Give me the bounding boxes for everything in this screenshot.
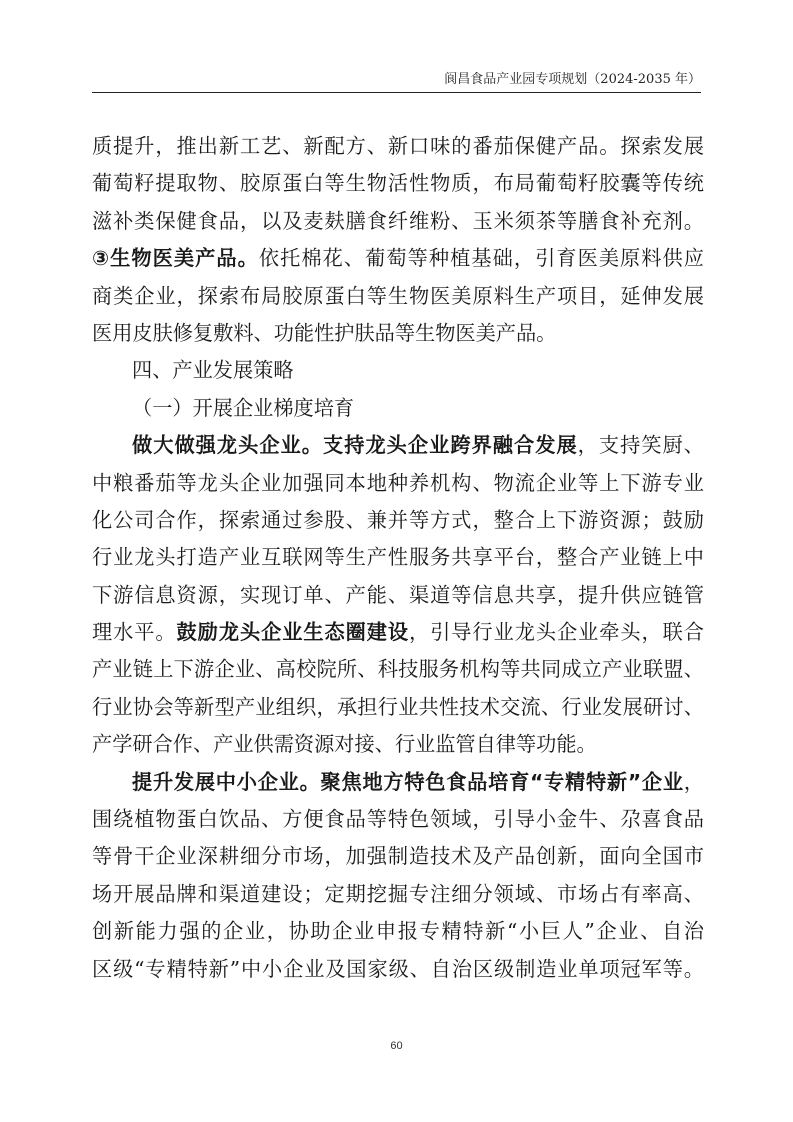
- text-line: 质提升，推出新工艺、新配方、新口味的番茄保健产品。探索发展: [92, 134, 704, 158]
- text-line: 中粮番茄等龙头企业加强同本地种养机构、物流企业等上下游专业: [92, 470, 704, 495]
- page-footer: [0, 1040, 793, 1052]
- text-line: 等骨干企业深耕细分市场，加强制造技术及产品创新，面向全国市: [92, 844, 704, 869]
- text-line: [92, 427, 704, 464]
- text-line: 行业龙头打造产业互联网等生产性服务共享平台，整合产业链上中: [92, 545, 704, 570]
- text-line: [92, 614, 704, 651]
- text-span: 理水平。: [92, 620, 177, 645]
- page-body: [92, 128, 704, 988]
- running-header: [92, 70, 701, 93]
- paragraph-health-products: [92, 128, 704, 352]
- bold-term: 支持龙头企业跨界融合发展: [323, 433, 578, 458]
- bold-term: 做大做强龙头企业。: [132, 433, 323, 458]
- text-span: ，引导行业龙头企业牵头，联合: [409, 620, 704, 645]
- text-line: 围绕植物蛋白饮品、方便食品等特色领域，引导小金牛、尕喜食品: [92, 807, 704, 832]
- text-span: ，: [683, 769, 704, 794]
- text-line: 区级“专精特新”中小企业及国家级、自治区级制造业单项冠军等。: [92, 956, 704, 981]
- text-line: 下游信息资源，实现订单、产能、渠道等信息共享，提升供应链管: [92, 582, 704, 607]
- text-line: 化公司合作，探索通过参股、兼并等方式，整合上下游资源；鼓励: [92, 507, 704, 532]
- bold-term: 聚焦地方特色食品培育“专精特新”企业: [320, 769, 684, 794]
- text-line: 葡萄籽提取物、胶原蛋白等生物活性物质，布局葡萄籽胶囊等传统: [92, 171, 704, 196]
- text-line: 商类企业，探索布局胶原蛋白等生物医美原料生产项目，延伸发展: [92, 283, 704, 308]
- bold-term: 提升发展中小企业。: [132, 769, 321, 794]
- subsection-heading: （一）开展企业梯度培育: [132, 395, 355, 420]
- text-line: 产学研合作、产业供需资源对接、行业监管自律等功能。: [92, 732, 597, 757]
- bold-term: 鼓励龙头企业生态圈建设: [176, 620, 410, 645]
- bold-term: ③生物医美产品。: [92, 246, 259, 271]
- text-line: 产业链上下游企业、高校院所、科技服务机构等共同成立产业联盟、: [92, 657, 704, 682]
- text-line: 场开展品牌和渠道建设；定期挖掘专注细分领域、市场占有率高、: [92, 881, 704, 906]
- text-line: 医用皮肤修复敷料、功能性护肤品等生物医美产品。: [92, 320, 557, 345]
- paragraph-leading-enterprises: [92, 427, 704, 764]
- text-line: 创新能力强的企业，协助企业申报专精特新“小巨人”企业、自治: [92, 919, 704, 944]
- section-heading: 四、产业发展策略: [132, 358, 294, 383]
- text-line: [92, 240, 704, 277]
- text-span: 依托棉花、葡萄等种植基础，引育医美原料供应: [258, 246, 704, 271]
- text-line: [92, 764, 704, 801]
- text-span: ，支持笑厨、: [577, 433, 704, 458]
- page-number: 60: [390, 1040, 403, 1052]
- paragraph-sme-development: [92, 764, 704, 988]
- text-line: 滋补类保健食品，以及麦麸膳食纤维粉、玉米须茶等膳食补充剂。: [92, 208, 704, 233]
- text-line: 行业协会等新型产业组织，承担行业共性技术交流、行业发展研讨、: [92, 694, 704, 719]
- header-title: 阆昌食品产业园专项规划（2024-2035 年）: [444, 72, 701, 87]
